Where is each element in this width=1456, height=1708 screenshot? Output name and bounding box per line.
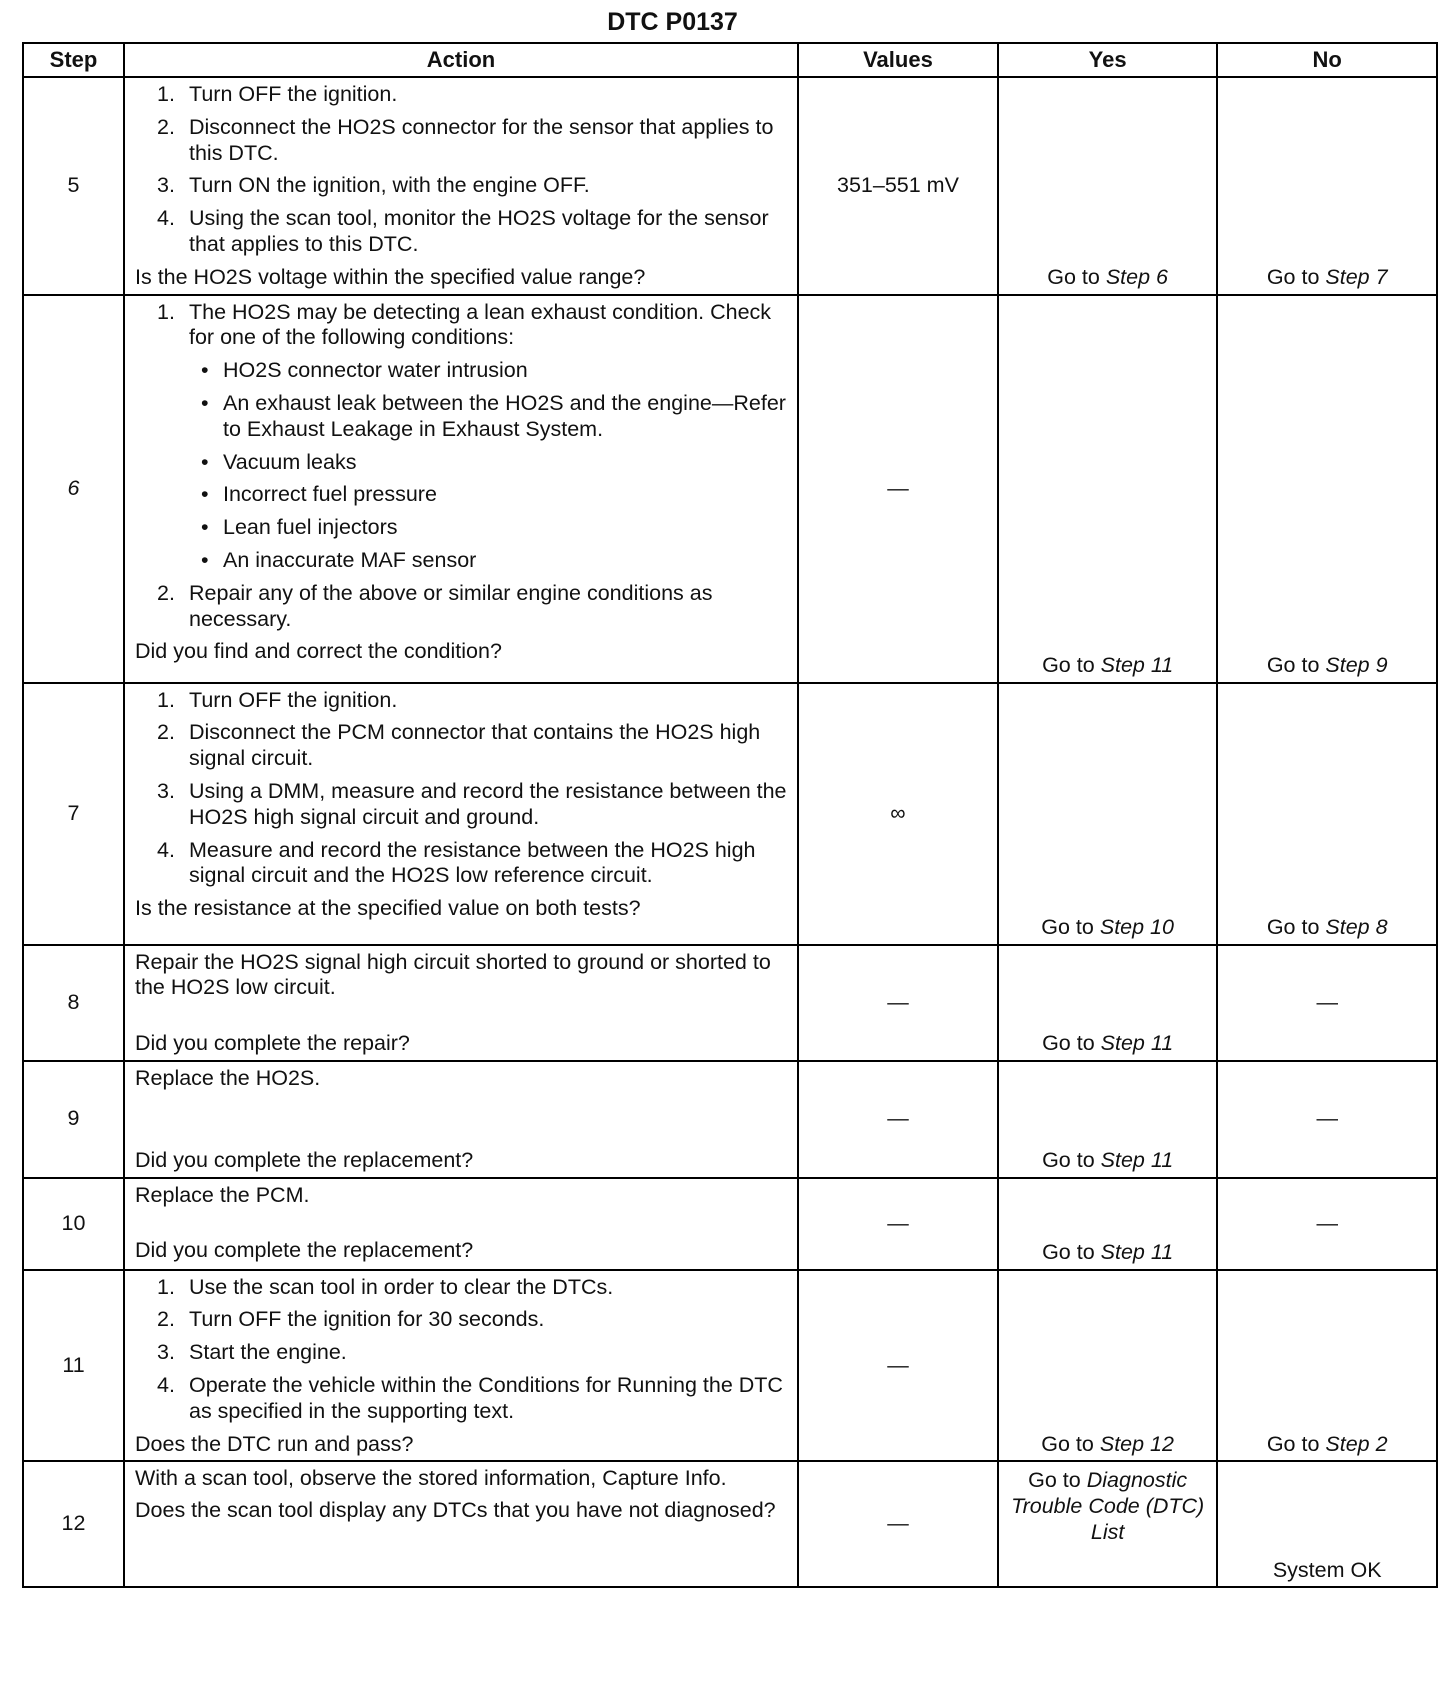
step-number: 5 [23,77,124,295]
yes-step-link: Step 12 [1099,1431,1174,1456]
step-number: 10 [23,1178,124,1270]
yes-cell: Go to Step 11 [998,1061,1218,1178]
no-cell: Go to Step 9 [1217,295,1437,683]
action-cell [124,1461,798,1587]
yes-cell: Go to Step 10 [998,683,1218,945]
yes-step-link: Step 11 [1100,652,1174,677]
header-no: No [1217,43,1437,77]
action-item: 2. Disconnect the PCM connector that contains the HO2S high signal circuit. [135,720,789,772]
page-title: DTC P0137 [607,8,738,36]
action-item: 2. Repair any of the above or similar engine conditions as necessary. [135,581,789,633]
action-question: Did you complete the repair? [135,1031,410,1056]
action-item: 2. Turn OFF the ignition for 30 seconds. [135,1307,789,1333]
table-row-step-8 [23,945,1437,1061]
action-item: 3. Using a DMM, measure and record the resistance between the HO2S high signal circuit and ground. [135,779,789,831]
no-cell: — [1217,1178,1437,1270]
no-cell: — [1217,1061,1437,1178]
action-text: Replace the PCM. [135,1182,310,1207]
bullet-item: • Lean fuel injectors [189,515,789,541]
action-item: 1. The HO2S may be detecting a lean exhaust condition. Check for one of the following conditions: • HO2S connector water intrusion • An exhaust leak between the HO2S and the engine—Refer to Exhaust Leakage in Exhaust System. • Vacuum leaks • Incorrect fuel pressure • Lean fuel injectors • An inaccurate MAF sensor [135,300,789,574]
yes-cell: Go to Step 11 [998,295,1218,683]
yes-dtc-list-link: Diagnostic Trouble Code (DTC) List [1011,1468,1205,1544]
yes-step-link: Step 11 [1100,1239,1174,1264]
yes-cell: Go to Step 11 [998,1178,1218,1270]
step-number: 8 [23,945,124,1061]
table-row-step-10 [23,1178,1437,1270]
header-yes: Yes [998,43,1218,77]
step-number: 12 [23,1461,124,1587]
no-cell: Go to Step 7 [1217,77,1437,295]
bullet-item: • An inaccurate MAF sensor [189,548,789,574]
table-row-step-5 [23,77,1437,295]
value-cell: — [798,1270,998,1462]
action-item: 1. Turn OFF the ignition. [135,688,789,714]
action-item: 1. Use the scan tool in order to clear the DTCs. [135,1275,789,1301]
value-cell: — [798,1461,998,1587]
action-cell [124,295,798,683]
value-cell: 351–551 mV [798,77,998,295]
value-cell: — [798,295,998,683]
step-number: 9 [23,1061,124,1178]
action-question: Did you find and correct the condition? [135,639,502,664]
bullet-item: • Incorrect fuel pressure [189,482,789,508]
action-question: Does the scan tool display any DTCs that you have not diagnosed? [135,1498,776,1523]
action-item: 4. Operate the vehicle within the Conditions for Running the DTC as specified in the supporting text. [135,1373,789,1425]
action-cell [124,1270,798,1462]
yes-cell: Go to Step 11 [998,945,1218,1061]
yes-step-link: Step 11 [1100,1031,1174,1056]
yes-step-link: Step 11 [1100,1147,1174,1172]
action-cell [124,77,798,295]
action-text: Repair the HO2S signal high circuit shorted to ground or shorted to the HO2S low circuit. [135,949,771,1000]
value-cell: ∞ [798,683,998,945]
no-step-link: Step 7 [1325,264,1388,289]
table-row-step-12 [23,1461,1437,1587]
action-item: 1. Turn OFF the ignition. [135,82,789,108]
bullet-item: • An exhaust leak between the HO2S and the engine—Refer to Exhaust Leakage in Exhaust System. [189,391,789,443]
bullet-item: • Vacuum leaks [189,450,789,476]
step-number: 7 [23,683,124,945]
action-cell [124,945,798,1061]
no-step-link: Step 2 [1325,1431,1388,1456]
action-text: Replace the HO2S. [135,1065,321,1090]
action-question: Does the DTC run and pass? [135,1431,414,1456]
no-cell: — [1217,945,1437,1061]
action-question: Did you complete the replacement? [135,1147,474,1172]
action-item: 4. Measure and record the resistance between the HO2S high signal circuit and the HO2S low reference circuit. [135,838,789,890]
yes-cell: Go to Step 6 [998,77,1218,295]
value-cell: — [798,1178,998,1270]
action-item: 3. Turn ON the ignition, with the engine OFF. [135,173,789,199]
action-cell [124,1061,798,1178]
action-item: 2. Disconnect the HO2S connector for the sensor that applies to this DTC. [135,115,789,167]
action-question: Did you complete the replacement? [135,1238,474,1263]
action-text: With a scan tool, observe the stored information, Capture Info. [135,1466,727,1491]
step-number: 11 [23,1270,124,1462]
action-cell [124,683,798,945]
table-row-step-9 [23,1061,1437,1178]
yes-cell: Go to Diagnostic Trouble Code (DTC) List [998,1461,1218,1587]
header-action: Action [124,43,798,77]
header-row [23,43,1437,77]
no-step-link: Step 9 [1325,652,1388,677]
no-cell: System OK [1217,1461,1437,1587]
action-question: Is the HO2S voltage within the specified value range? [135,264,646,289]
header-values: Values [798,43,998,77]
action-cell [124,1178,798,1270]
value-cell: — [798,1061,998,1178]
diagnostic-table [22,42,1438,1588]
no-step-link: Step 8 [1325,914,1388,939]
value-cell: — [798,945,998,1061]
table-row-step-11 [23,1270,1437,1462]
yes-cell: Go to Step 12 [998,1270,1218,1462]
action-question: Is the resistance at the specified value on both tests? [135,896,641,921]
action-item: 3. Start the engine. [135,1340,789,1366]
yes-step-link: Step 6 [1105,264,1169,289]
bullet-item: • HO2S connector water intrusion [189,358,789,384]
table-row-step-6 [23,295,1437,683]
action-item: 4. Using the scan tool, monitor the HO2S voltage for the sensor that applies to this DTC. [135,206,789,258]
table-row-step-7 [23,683,1437,945]
yes-step-link: Step 10 [1099,914,1174,939]
header-step: Step [23,43,124,77]
no-cell: Go to Step 2 [1217,1270,1437,1462]
step-number: 6 [23,295,124,683]
no-cell: Go to Step 8 [1217,683,1437,945]
